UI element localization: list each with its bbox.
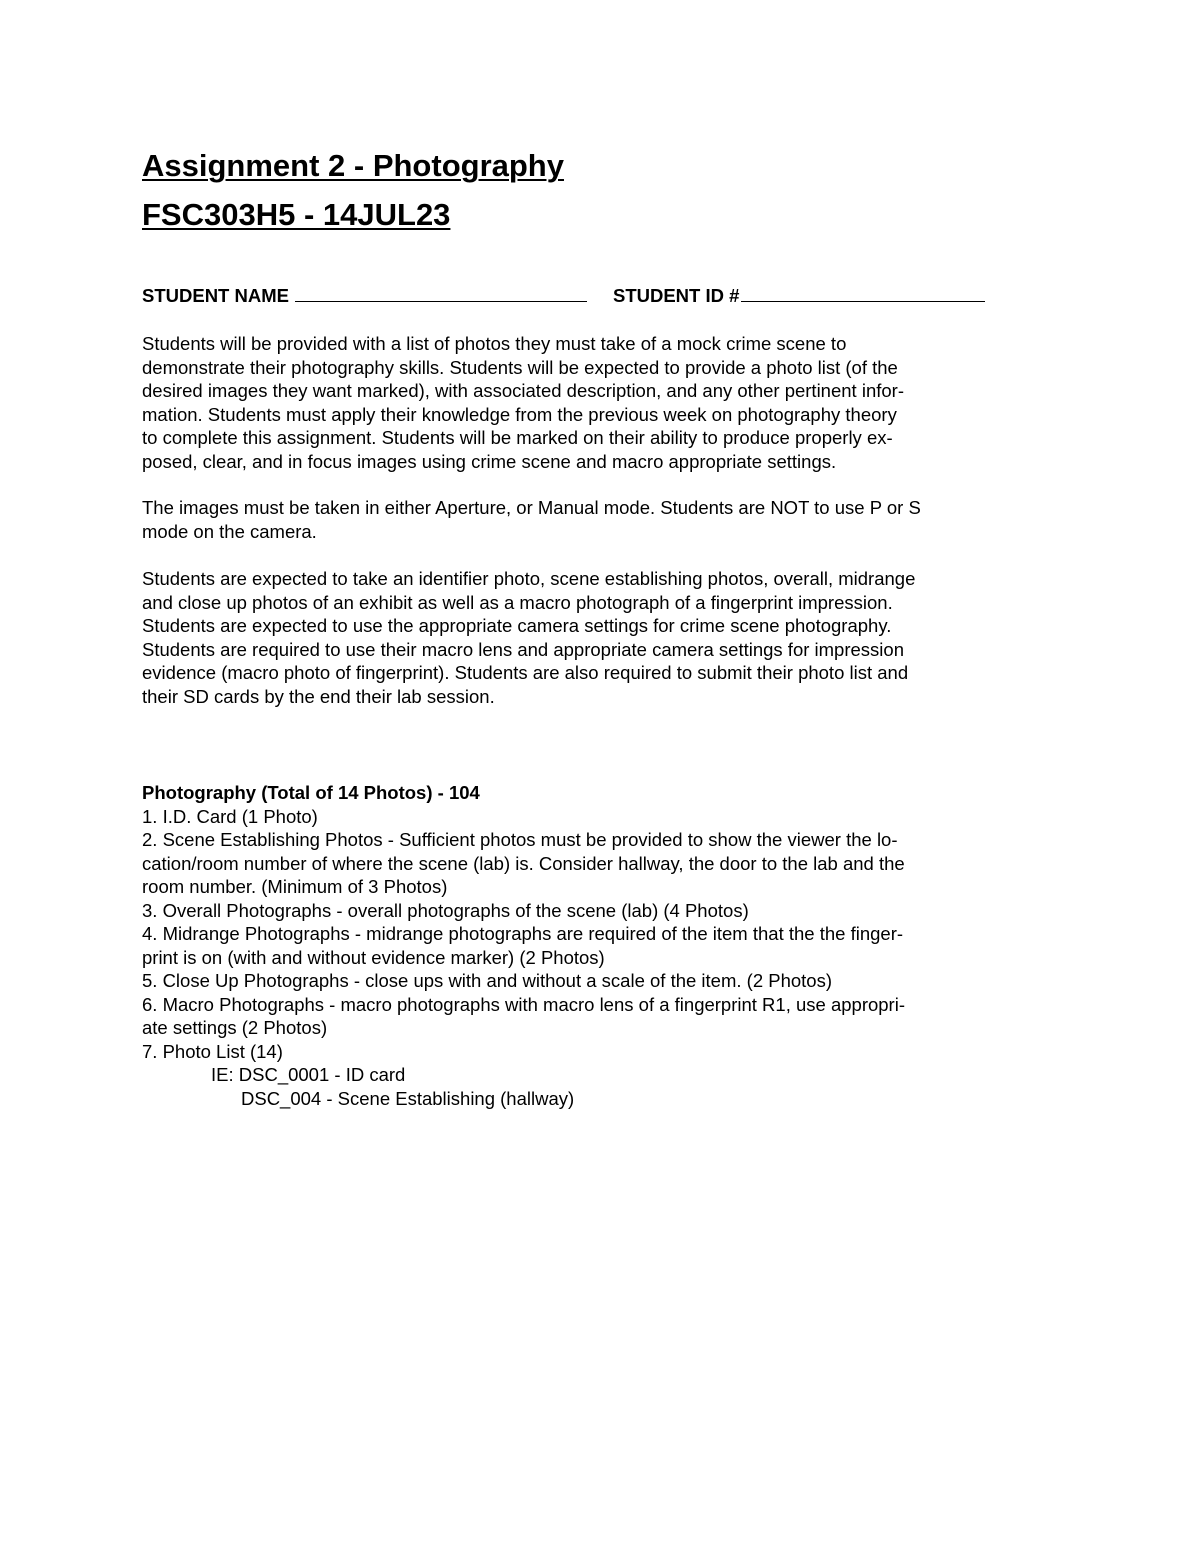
student-id-blank[interactable] xyxy=(741,284,985,302)
list-item: 1. I.D. Card (1 Photo) xyxy=(142,805,318,827)
paragraph-line: Students are expected to use the appropriate camera settings for crime scene photography. xyxy=(142,615,892,636)
paragraph-line: Students will be provided with a list of photos they must take of a mock crime scene to xyxy=(142,333,847,354)
paragraph-line: demonstrate their photography skills. Students will be expected to provide a photo list (of the xyxy=(142,356,898,378)
assignment-title: Assignment 2 - Photography xyxy=(142,148,564,183)
course-code-date: FSC303H5 - 14JUL23 xyxy=(142,197,451,232)
expectations-paragraph xyxy=(142,567,1062,708)
list-item: 3. Overall Photographs - overall photographs of the scene (lab) (4 Photos) xyxy=(142,899,749,921)
list-item: 5. Close Up Photographs - close ups with and without a scale of the item. (2 Photos) xyxy=(142,970,833,991)
paragraph-line: evidence (macro photo of fingerprint). Students are also required to submit their photo list and xyxy=(142,662,909,683)
list-item: print is on (with and without evidence marker) (2 Photos) xyxy=(142,946,605,968)
paragraph-line: Students are required to use their macro lens and appropriate camera settings for impression xyxy=(142,638,904,660)
example-line: IE: DSC_0001 - ID card xyxy=(211,1064,406,1085)
list-item: 7. Photo List (14) xyxy=(142,1040,283,1062)
list-item: room number. (Minimum of 3 Photos) xyxy=(142,876,448,897)
camera-mode-paragraph xyxy=(142,496,1062,543)
paragraph-line: desired images they want marked), with associated description, and any other pertinent infor- xyxy=(142,380,904,401)
list-heading: Photography (Total of 14 Photos) - 104 xyxy=(142,782,480,803)
paragraph-line: posed, clear, and in focus images using crime scene and macro appropriate settings. xyxy=(142,450,837,472)
student-name-blank[interactable] xyxy=(295,284,587,302)
paragraph-line: their SD cards by the end their lab session. xyxy=(142,685,495,707)
paragraph-line: The images must be taken in either Aperture, or Manual mode. Students are NOT to use P or S xyxy=(142,497,921,518)
student-name-label: STUDENT NAME xyxy=(142,285,289,306)
paragraph-line: Students are expected to take an identifier photo, scene establishing photos, overall, midrange xyxy=(142,568,916,589)
paragraph-line: mation. Students must apply their knowledge from the previous week on photography theory xyxy=(142,403,897,425)
paragraph-line: and close up photos of an exhibit as well as a macro photograph of a fingerprint impression. xyxy=(142,591,893,613)
student-info-fields xyxy=(142,284,985,307)
photo-requirements-list xyxy=(142,781,1062,1110)
list-item: cation/room number of where the scene (lab) is. Consider hallway, the door to the lab and the xyxy=(142,852,905,874)
list-item: 4. Midrange Photographs - midrange photographs are required of the item that the the finger- xyxy=(142,923,904,944)
student-id-label: STUDENT ID # xyxy=(612,285,740,306)
example-line: DSC_004 - Scene Establishing (hallway) xyxy=(241,1087,575,1109)
paragraph-line: mode on the camera. xyxy=(142,520,317,542)
intro-paragraph xyxy=(142,332,1062,473)
list-item: 6. Macro Photographs - macro photographs with macro lens of a fingerprint R1, use appropri- xyxy=(142,993,905,1015)
paragraph-line: to complete this assignment. Students will be marked on their ability to produce properly ex- xyxy=(142,427,893,448)
list-item: ate settings (2 Photos) xyxy=(142,1017,328,1038)
list-item: 2. Scene Establishing Photos - Sufficient photos must be provided to show the viewer the lo- xyxy=(142,829,898,850)
